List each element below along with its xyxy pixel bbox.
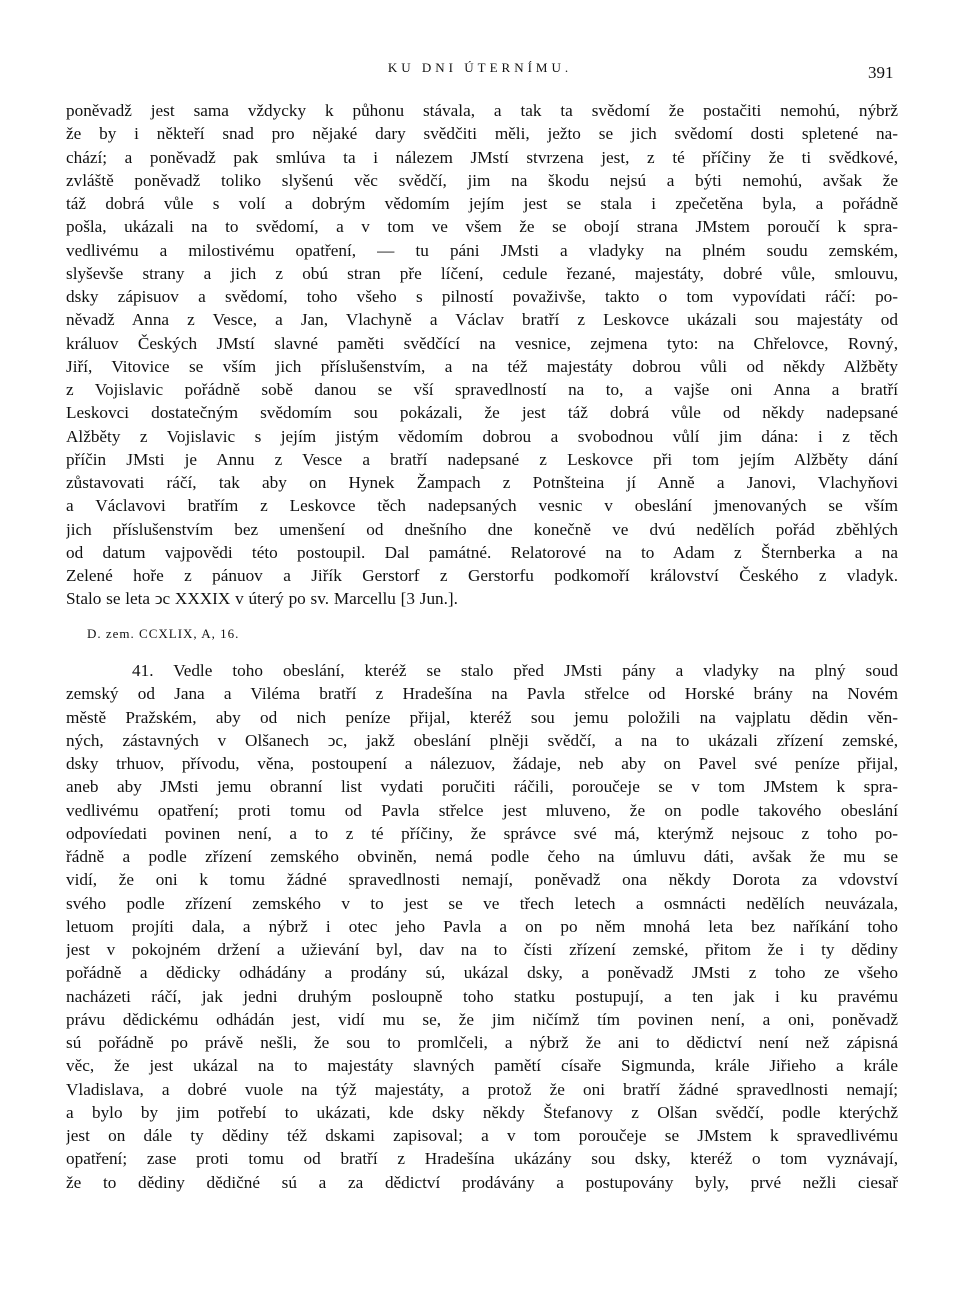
- page-number: 391: [868, 63, 894, 82]
- text-line: letuom projíti dala, a nýbrž i otec jeho Pavla a on po něm mnohá leta bez naříkání toho: [66, 916, 898, 936]
- text-line: a Václavovi bratřím z Leskovce těch nadepsaných vesnic v obeslání jmenovaných se vším: [66, 496, 898, 516]
- text-line: zůstavovati ráčí, tak aby on Hynek Žampach z Potnšteina jí Anně a Janovi, Vlachyňovi: [66, 473, 898, 492]
- text-line: příčin JMsti je Annu z Vesce a bratří nadepsané z Leskovce při tom jejím Alžběty dání: [66, 449, 898, 469]
- paragraph-41: [66, 659, 898, 1194]
- text-line: zvláště poněvadž toliko slyšenú věc svědčí, jim na škodu nejsú a býti nemohú, avšak že: [66, 170, 898, 190]
- text-line: že to dědiny dědičné sú a za dědictví prodávány a postupovány byly, prvé nežli ciesař: [66, 1172, 898, 1192]
- text-line: vidí, že oni k tomu žádné spravedlnosti nemají, poněvadž ona někdy Dorota za vdovství: [66, 870, 898, 890]
- text-line: pořádně a dědicky odhádány a prodány sú, ukázal dsky, a poněvadž JMsti z toho ze všeho: [66, 963, 898, 983]
- text-line: slyševše strany a jich z obú stran pře líčení, cedule řezané, majestáty, dobré vůle, smlouvu,: [66, 263, 898, 283]
- text-line: Alžběty z Vojislavic s jejím jistým vědomím dobrou a svobodnou vůlí jim dána: i z těch: [66, 426, 898, 446]
- text-line: svého podle zřízení zemského v to jest se ve třech letech a osmnácti nedělích neuvázala,: [66, 893, 898, 913]
- text-line: odpovíedati povinen není, a to z té příčiny, že správce své má, kterýmž nejsouc z toho po-: [66, 823, 898, 843]
- text-line: jich příslušenstvím bez umenšení od dnešního dne konečně ve dvú nedělích pořád zběhlých: [66, 519, 898, 539]
- text-line: od datum vajpovědi této postoupil. Dal památné. Relatorové na to Adam z Šternberka a na: [66, 542, 898, 562]
- text-line: králuov Českých JMstí slavné paměti svědčící na vesnice, zejmena tyto: na Chřelovce, Rovný,: [66, 333, 898, 353]
- text-line: nacházeti ráčí, jak jedni druhým posloupně toho statku postupují, a ten jak i ku pravému: [66, 986, 898, 1006]
- text-line: dsky trhuov, přívodu, věna, postoupení a nálezuov, žádaje, neb aby on Pavel své peníze přijal,: [66, 754, 898, 773]
- text-line: táž dobrá vůle s volí a dobrým vědomím jejím jest se stala i zpečetěna byla, a pořádně: [66, 194, 898, 213]
- text-line: Stalo se leta ↄc XXXIX v úterý po sv. Marcellu [3 Jun.].: [66, 589, 458, 609]
- text-line: právu dědickému odhádán jest, vidí mu se, že jim ničímž tím povinen není, a oni, poněvadž: [66, 1009, 898, 1029]
- text-line: Vladislava, a dobré vuole na týž majestáty, a protož že oni bratří žádné spravedlnosti nemají;: [66, 1079, 898, 1099]
- text-line: chází; a poněvadž pak smlúva ta i nálezem JMstí stvrzena jest, z té příčiny že ti svědkové,: [66, 147, 898, 167]
- text-line: Leskovci dostatečným svědomím sou pokázali, že jest táž dobrá vůle od někdy nadepsané: [66, 403, 898, 423]
- text-line: řádně a podle zřízení zemského obviněn, nemá podle čeho na úmluvu dáti, avšak že mu se: [66, 847, 898, 866]
- text-line: Jiří, Vitovice se vším jich příslušenstvím, a na též majestáty dobrou vůli od někdy Alžběty: [66, 356, 898, 376]
- source-reference: D. zem. CCXLIX, A, 16.: [87, 626, 240, 641]
- text-line: sú pořádně po právě nešli, že sou to promlčeli, a nýbrž že ani to dědictví není než zápisná: [66, 1033, 898, 1052]
- text-line: jest on dále ty dědiny též dskami zapisoval; a v tom poroučeje se JMstem k spravedlivému: [66, 1126, 898, 1145]
- text-line: městě Pražském, aby od nich peníze přijal, kteréž sou jemu položili na vajplatu dědin věn-: [66, 707, 898, 727]
- text-line: že by i někteří snad pro nějaké dary svědčiti měli, ježto se jich svědomí dosti spletené na-: [66, 124, 898, 144]
- text-line: zemský od Jana a Viléma bratří z Hradešína na Pavla střelce od Horské brány na Novém: [66, 684, 898, 704]
- text-line: vedlivému opatření; proti tomu od Pavla střelce jest mluveno, že on podle takového obeslání: [66, 800, 898, 820]
- text-line: aneb aby JMsti jemu obranní list vydati poručiti ráčili, poroučeje se v tom JMstem k spra-: [66, 777, 898, 797]
- running-header: KU DNI ÚTERNÍMU.: [387, 60, 573, 75]
- text-line: poněvadž jest sama vždycky k půhonu stávala, a tak ta svědomí že postačiti nemohú, nýbrž: [66, 101, 898, 120]
- text-line: z Vojislavic pořádně sobě danou se vší spravedlností na to, a vajše oni Anna a bratří: [66, 380, 898, 399]
- text-line: Zelené hoře z pánuov a Jiřík Gerstorf z Gerstorfu podkomoří království Českého z vladyk.: [66, 566, 898, 585]
- text-line: pošla, ukázali na to svědomí, a v tom ve všem že se obojí strana JMstem poroučí k spra-: [66, 217, 898, 237]
- text-line: a bylo by jim potřebí to ukázati, kde dsky někdy Štefanovy z Olšan svědčí, podle kterýchž: [66, 1102, 898, 1122]
- text-line: věc, že jest ukázal na to majestáty slavných pamětí císaře Sigmunda, krále Jiřieho a krále: [66, 1056, 898, 1076]
- text-line: 41. Vedle toho obeslání, kteréž se stalo před JMsti pány a vladyky na plný soud: [132, 661, 898, 680]
- text-line: opatření; zase proti tomu od bratří z Hradešína ukázány sou dsky, kteréž o tom vyznávají,: [66, 1149, 898, 1169]
- text-line: vedlivému a milostivému opatření, — tu páni JMsti a vladyky na plném soudu zemském,: [66, 240, 898, 260]
- paragraph-continuation: [66, 99, 898, 611]
- text-line: dsky zápisuov a svědomí, toho všeho s pilností považivše, takto o tom vypovídati ráčí: po-: [66, 287, 898, 306]
- text-line: ných, zástavných v Olšanech ↄc, jakž obeslání plněji svědčí, a na to ukázali zřízení zemské,: [66, 730, 898, 750]
- text-line: jest v pokojném držení a užievání byl, dav na to čísti zřízení zemské, přitom že i ty dědiny: [66, 940, 898, 959]
- text-line: něvadž Anna z Vesce, a Jan, Vlachyně a Václav bratří z Leskovce ukázali sou majestáty od: [66, 310, 898, 330]
